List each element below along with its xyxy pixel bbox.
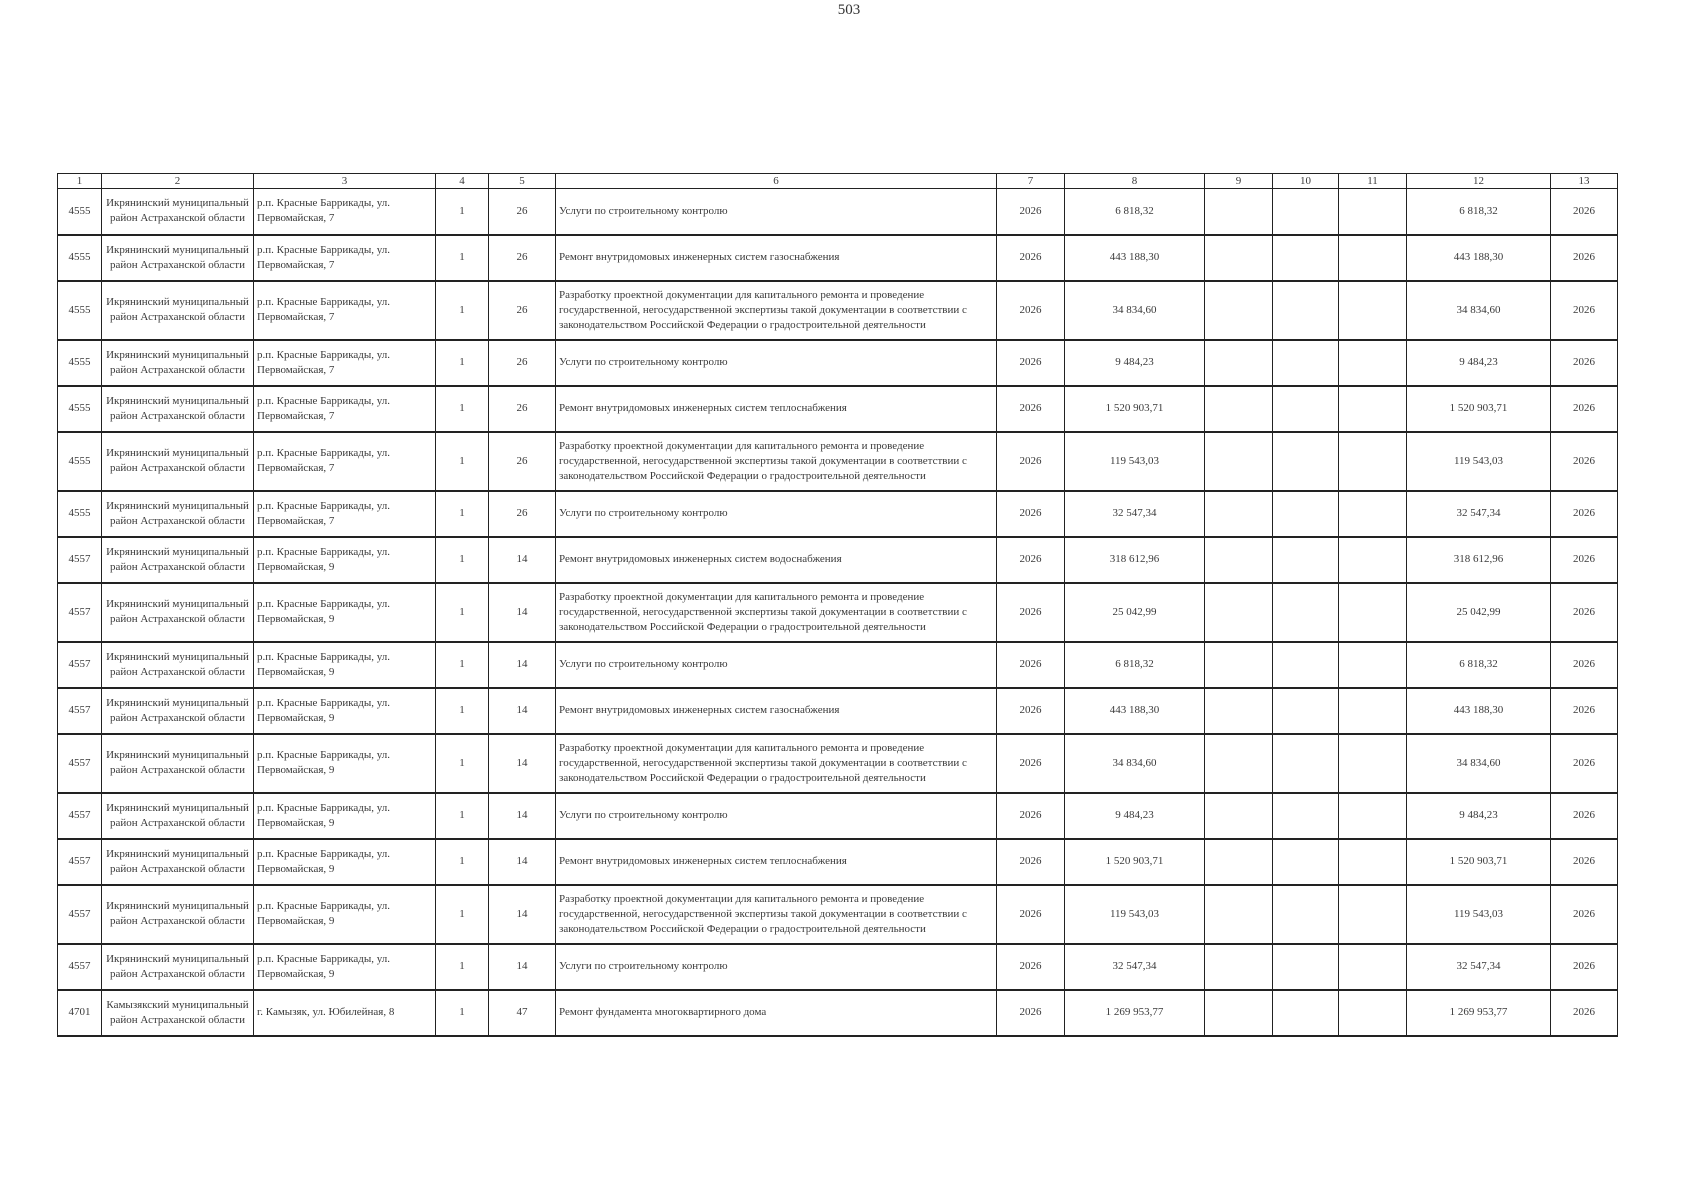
col5-cell: 26 — [489, 491, 556, 537]
row-number-cell: 4557 — [58, 537, 102, 583]
col11-cell — [1339, 189, 1407, 235]
row-number-cell: 4557 — [58, 734, 102, 793]
municipality-cell: Икрянинский муниципальный район Астраханской области — [102, 340, 254, 386]
total-cost-cell: 9 484,23 — [1065, 340, 1205, 386]
col5-cell: 26 — [489, 281, 556, 340]
funding-cell: 119 543,03 — [1407, 432, 1551, 491]
address-cell: р.п. Красные Баррикады, ул. Первомайская, 9 — [254, 885, 436, 944]
funding-cell: 32 547,34 — [1407, 944, 1551, 990]
address-cell: р.п. Красные Баррикады, ул. Первомайская, 9 — [254, 537, 436, 583]
work-type-cell: Ремонт фундамента многоквартирного дома — [556, 990, 997, 1036]
total-cost-cell: 34 834,60 — [1065, 734, 1205, 793]
year-cell: 2026 — [997, 688, 1065, 734]
col4-cell: 1 — [436, 432, 489, 491]
table-row — [58, 340, 1618, 386]
year-cell: 2026 — [997, 885, 1065, 944]
funding-cell: 318 612,96 — [1407, 537, 1551, 583]
table-row — [58, 189, 1618, 235]
municipality-cell: Икрянинский муниципальный район Астраханской области — [102, 189, 254, 235]
col10-cell — [1273, 793, 1339, 839]
column-header: 1 — [58, 174, 102, 189]
municipality-cell: Икрянинский муниципальный район Астраханской области — [102, 432, 254, 491]
column-header: 3 — [254, 174, 436, 189]
total-cost-cell: 6 818,32 — [1065, 189, 1205, 235]
total-cost-cell: 119 543,03 — [1065, 432, 1205, 491]
capital-repair-table — [57, 173, 1618, 1037]
municipality-cell: Икрянинский муниципальный район Астраханской области — [102, 793, 254, 839]
col4-cell: 1 — [436, 281, 489, 340]
row-number-cell: 4555 — [58, 189, 102, 235]
address-cell: р.п. Красные Баррикады, ул. Первомайская, 7 — [254, 281, 436, 340]
year-cell: 2026 — [997, 235, 1065, 281]
col4-cell: 1 — [436, 189, 489, 235]
col5-cell: 14 — [489, 537, 556, 583]
col11-cell — [1339, 340, 1407, 386]
total-cost-cell: 32 547,34 — [1065, 944, 1205, 990]
municipality-cell: Икрянинский муниципальный район Астраханской области — [102, 235, 254, 281]
completion-year-cell: 2026 — [1551, 583, 1618, 642]
column-header: 5 — [489, 174, 556, 189]
row-number-cell: 4557 — [58, 944, 102, 990]
work-type-cell: Разработку проектной документации для капитального ремонта и проведение государственной, негосударственной экспертизы такой документации в соответствии с законодательством Российской Федерации о градостроительной деятельности — [556, 432, 997, 491]
col10-cell — [1273, 990, 1339, 1036]
completion-year-cell: 2026 — [1551, 281, 1618, 340]
completion-year-cell: 2026 — [1551, 885, 1618, 944]
work-type-cell: Услуги по строительному контролю — [556, 340, 997, 386]
completion-year-cell: 2026 — [1551, 491, 1618, 537]
col10-cell — [1273, 642, 1339, 688]
funding-cell: 1 269 953,77 — [1407, 990, 1551, 1036]
column-header: 11 — [1339, 174, 1407, 189]
col4-cell: 1 — [436, 885, 489, 944]
funding-cell: 1 520 903,71 — [1407, 386, 1551, 432]
table-row — [58, 944, 1618, 990]
row-number-cell: 4555 — [58, 432, 102, 491]
col9-cell — [1205, 944, 1273, 990]
col10-cell — [1273, 583, 1339, 642]
year-cell: 2026 — [997, 839, 1065, 885]
completion-year-cell: 2026 — [1551, 340, 1618, 386]
completion-year-cell: 2026 — [1551, 839, 1618, 885]
column-header: 7 — [997, 174, 1065, 189]
col11-cell — [1339, 885, 1407, 944]
row-number-cell: 4557 — [58, 583, 102, 642]
funding-cell: 119 543,03 — [1407, 885, 1551, 944]
total-cost-cell: 34 834,60 — [1065, 281, 1205, 340]
table-row — [58, 537, 1618, 583]
total-cost-cell: 6 818,32 — [1065, 642, 1205, 688]
work-type-cell: Ремонт внутридомовых инженерных систем теплоснабжения — [556, 839, 997, 885]
municipality-cell: Икрянинский муниципальный район Астраханской области — [102, 386, 254, 432]
col4-cell: 1 — [436, 990, 489, 1036]
work-type-cell: Разработку проектной документации для капитального ремонта и проведение государственной, негосударственной экспертизы такой документации в соответствии с законодательством Российской Федерации о градостроительной деятельности — [556, 281, 997, 340]
municipality-cell: Икрянинский муниципальный район Астраханской области — [102, 839, 254, 885]
funding-cell: 9 484,23 — [1407, 793, 1551, 839]
address-cell: р.п. Красные Баррикады, ул. Первомайская, 9 — [254, 793, 436, 839]
completion-year-cell: 2026 — [1551, 189, 1618, 235]
work-type-cell: Ремонт внутридомовых инженерных систем газоснабжения — [556, 688, 997, 734]
completion-year-cell: 2026 — [1551, 734, 1618, 793]
year-cell: 2026 — [997, 537, 1065, 583]
address-cell: р.п. Красные Баррикады, ул. Первомайская, 9 — [254, 688, 436, 734]
table-row — [58, 990, 1618, 1036]
completion-year-cell: 2026 — [1551, 642, 1618, 688]
funding-cell: 6 818,32 — [1407, 189, 1551, 235]
col4-cell: 1 — [436, 386, 489, 432]
total-cost-cell: 1 269 953,77 — [1065, 990, 1205, 1036]
total-cost-cell: 1 520 903,71 — [1065, 386, 1205, 432]
funding-cell: 1 520 903,71 — [1407, 839, 1551, 885]
municipality-cell: Икрянинский муниципальный район Астраханской области — [102, 944, 254, 990]
col11-cell — [1339, 944, 1407, 990]
col10-cell — [1273, 491, 1339, 537]
col10-cell — [1273, 734, 1339, 793]
column-header: 2 — [102, 174, 254, 189]
address-cell: р.п. Красные Баррикады, ул. Первомайская, 9 — [254, 583, 436, 642]
total-cost-cell: 318 612,96 — [1065, 537, 1205, 583]
row-number-cell: 4555 — [58, 386, 102, 432]
col11-cell — [1339, 642, 1407, 688]
column-header: 6 — [556, 174, 997, 189]
year-cell: 2026 — [997, 793, 1065, 839]
completion-year-cell: 2026 — [1551, 688, 1618, 734]
address-cell: р.п. Красные Баррикады, ул. Первомайская, 9 — [254, 944, 436, 990]
funding-cell: 443 188,30 — [1407, 688, 1551, 734]
municipality-cell: Икрянинский муниципальный район Астраханской области — [102, 885, 254, 944]
completion-year-cell: 2026 — [1551, 537, 1618, 583]
row-number-cell: 4557 — [58, 839, 102, 885]
work-type-cell: Услуги по строительному контролю — [556, 491, 997, 537]
funding-cell: 34 834,60 — [1407, 281, 1551, 340]
col9-cell — [1205, 583, 1273, 642]
col5-cell: 14 — [489, 839, 556, 885]
work-type-cell: Ремонт внутридомовых инженерных систем водоснабжения — [556, 537, 997, 583]
row-number-cell: 4701 — [58, 990, 102, 1036]
col9-cell — [1205, 793, 1273, 839]
table-row — [58, 642, 1618, 688]
col11-cell — [1339, 688, 1407, 734]
col5-cell: 26 — [489, 432, 556, 491]
column-number-row — [58, 174, 1618, 189]
address-cell: р.п. Красные Баррикады, ул. Первомайская, 7 — [254, 189, 436, 235]
col9-cell — [1205, 885, 1273, 944]
col10-cell — [1273, 537, 1339, 583]
col9-cell — [1205, 990, 1273, 1036]
col5-cell: 26 — [489, 340, 556, 386]
year-cell: 2026 — [997, 189, 1065, 235]
col5-cell: 14 — [489, 583, 556, 642]
total-cost-cell: 25 042,99 — [1065, 583, 1205, 642]
address-cell: р.п. Красные Баррикады, ул. Первомайская, 7 — [254, 491, 436, 537]
municipality-cell: Икрянинский муниципальный район Астраханской области — [102, 734, 254, 793]
col11-cell — [1339, 537, 1407, 583]
address-cell: р.п. Красные Баррикады, ул. Первомайская, 7 — [254, 432, 436, 491]
funding-cell: 443 188,30 — [1407, 235, 1551, 281]
col11-cell — [1339, 793, 1407, 839]
table-row — [58, 583, 1618, 642]
col9-cell — [1205, 688, 1273, 734]
col11-cell — [1339, 491, 1407, 537]
table-row — [58, 432, 1618, 491]
table-row — [58, 688, 1618, 734]
col11-cell — [1339, 281, 1407, 340]
total-cost-cell: 119 543,03 — [1065, 885, 1205, 944]
col5-cell: 14 — [489, 885, 556, 944]
column-header: 13 — [1551, 174, 1618, 189]
col9-cell — [1205, 734, 1273, 793]
municipality-cell: Камызякский муниципальный район Астраханской области — [102, 990, 254, 1036]
col9-cell — [1205, 491, 1273, 537]
col5-cell: 47 — [489, 990, 556, 1036]
work-type-cell: Разработку проектной документации для капитального ремонта и проведение государственной, негосударственной экспертизы такой документации в соответствии с законодательством Российской Федерации о градостроительной деятельности — [556, 734, 997, 793]
col4-cell: 1 — [436, 688, 489, 734]
total-cost-cell: 32 547,34 — [1065, 491, 1205, 537]
work-type-cell: Разработку проектной документации для капитального ремонта и проведение государственной, негосударственной экспертизы такой документации в соответствии с законодательством Российской Федерации о градостроительной деятельности — [556, 583, 997, 642]
col5-cell: 14 — [489, 944, 556, 990]
column-header: 8 — [1065, 174, 1205, 189]
address-cell: р.п. Красные Баррикады, ул. Первомайская, 7 — [254, 340, 436, 386]
completion-year-cell: 2026 — [1551, 990, 1618, 1036]
col10-cell — [1273, 432, 1339, 491]
col10-cell — [1273, 839, 1339, 885]
funding-cell: 6 818,32 — [1407, 642, 1551, 688]
municipality-cell: Икрянинский муниципальный район Астраханской области — [102, 642, 254, 688]
col5-cell: 14 — [489, 642, 556, 688]
col4-cell: 1 — [436, 793, 489, 839]
col4-cell: 1 — [436, 839, 489, 885]
year-cell: 2026 — [997, 642, 1065, 688]
col10-cell — [1273, 235, 1339, 281]
address-cell: р.п. Красные Баррикады, ул. Первомайская, 9 — [254, 642, 436, 688]
work-type-cell: Разработку проектной документации для капитального ремонта и проведение государственной, негосударственной экспертизы такой документации в соответствии с законодательством Российской Федерации о градостроительной деятельности — [556, 885, 997, 944]
col10-cell — [1273, 189, 1339, 235]
col11-cell — [1339, 432, 1407, 491]
col10-cell — [1273, 281, 1339, 340]
year-cell: 2026 — [997, 432, 1065, 491]
row-number-cell: 4557 — [58, 688, 102, 734]
col4-cell: 1 — [436, 642, 489, 688]
column-header: 4 — [436, 174, 489, 189]
col10-cell — [1273, 944, 1339, 990]
table-row — [58, 734, 1618, 793]
col11-cell — [1339, 235, 1407, 281]
col5-cell: 14 — [489, 688, 556, 734]
total-cost-cell: 1 520 903,71 — [1065, 839, 1205, 885]
col11-cell — [1339, 386, 1407, 432]
table-row — [58, 491, 1618, 537]
year-cell: 2026 — [997, 944, 1065, 990]
row-number-cell: 4555 — [58, 281, 102, 340]
col10-cell — [1273, 386, 1339, 432]
col10-cell — [1273, 885, 1339, 944]
row-number-cell: 4555 — [58, 235, 102, 281]
funding-cell: 34 834,60 — [1407, 734, 1551, 793]
col4-cell: 1 — [436, 944, 489, 990]
work-type-cell: Услуги по строительному контролю — [556, 189, 997, 235]
col9-cell — [1205, 340, 1273, 386]
col11-cell — [1339, 839, 1407, 885]
funding-cell: 32 547,34 — [1407, 491, 1551, 537]
row-number-cell: 4555 — [58, 340, 102, 386]
col9-cell — [1205, 537, 1273, 583]
municipality-cell: Икрянинский муниципальный район Астраханской области — [102, 583, 254, 642]
col5-cell: 26 — [489, 235, 556, 281]
page-number: 503 — [837, 2, 861, 18]
column-header: 9 — [1205, 174, 1273, 189]
funding-cell: 9 484,23 — [1407, 340, 1551, 386]
col4-cell: 1 — [436, 491, 489, 537]
column-header: 10 — [1273, 174, 1339, 189]
year-cell: 2026 — [997, 734, 1065, 793]
year-cell: 2026 — [997, 281, 1065, 340]
row-number-cell: 4557 — [58, 793, 102, 839]
col9-cell — [1205, 642, 1273, 688]
row-number-cell: 4557 — [58, 642, 102, 688]
year-cell: 2026 — [997, 990, 1065, 1036]
col9-cell — [1205, 432, 1273, 491]
col11-cell — [1339, 583, 1407, 642]
col4-cell: 1 — [436, 235, 489, 281]
year-cell: 2026 — [997, 583, 1065, 642]
completion-year-cell: 2026 — [1551, 793, 1618, 839]
col9-cell — [1205, 281, 1273, 340]
col9-cell — [1205, 189, 1273, 235]
address-cell: р.п. Красные Баррикады, ул. Первомайская, 9 — [254, 734, 436, 793]
address-cell: р.п. Красные Баррикады, ул. Первомайская, 7 — [254, 235, 436, 281]
total-cost-cell: 443 188,30 — [1065, 688, 1205, 734]
col4-cell: 1 — [436, 734, 489, 793]
col5-cell: 26 — [489, 189, 556, 235]
col9-cell — [1205, 839, 1273, 885]
col9-cell — [1205, 235, 1273, 281]
year-cell: 2026 — [997, 491, 1065, 537]
column-header: 12 — [1407, 174, 1551, 189]
municipality-cell: Икрянинский муниципальный район Астраханской области — [102, 491, 254, 537]
address-cell: р.п. Красные Баррикады, ул. Первомайская, 9 — [254, 839, 436, 885]
col5-cell: 26 — [489, 386, 556, 432]
table-body — [58, 189, 1618, 1036]
col11-cell — [1339, 734, 1407, 793]
table-row — [58, 281, 1618, 340]
completion-year-cell: 2026 — [1551, 235, 1618, 281]
completion-year-cell: 2026 — [1551, 432, 1618, 491]
total-cost-cell: 9 484,23 — [1065, 793, 1205, 839]
funding-cell: 25 042,99 — [1407, 583, 1551, 642]
row-number-cell: 4555 — [58, 491, 102, 537]
completion-year-cell: 2026 — [1551, 944, 1618, 990]
table-row — [58, 235, 1618, 281]
table-row — [58, 386, 1618, 432]
table-row — [58, 839, 1618, 885]
table-row — [58, 885, 1618, 944]
work-type-cell: Услуги по строительному контролю — [556, 793, 997, 839]
completion-year-cell: 2026 — [1551, 386, 1618, 432]
municipality-cell: Икрянинский муниципальный район Астраханской области — [102, 688, 254, 734]
col5-cell: 14 — [489, 734, 556, 793]
work-type-cell: Ремонт внутридомовых инженерных систем газоснабжения — [556, 235, 997, 281]
municipality-cell: Икрянинский муниципальный район Астраханской области — [102, 537, 254, 583]
col10-cell — [1273, 688, 1339, 734]
year-cell: 2026 — [997, 340, 1065, 386]
row-number-cell: 4557 — [58, 885, 102, 944]
municipality-cell: Икрянинский муниципальный район Астраханской области — [102, 281, 254, 340]
total-cost-cell: 443 188,30 — [1065, 235, 1205, 281]
year-cell: 2026 — [997, 386, 1065, 432]
work-type-cell: Ремонт внутридомовых инженерных систем теплоснабжения — [556, 386, 997, 432]
col9-cell — [1205, 386, 1273, 432]
col10-cell — [1273, 340, 1339, 386]
work-type-cell: Услуги по строительному контролю — [556, 642, 997, 688]
col11-cell — [1339, 990, 1407, 1036]
col4-cell: 1 — [436, 537, 489, 583]
col4-cell: 1 — [436, 583, 489, 642]
work-type-cell: Услуги по строительному контролю — [556, 944, 997, 990]
col5-cell: 14 — [489, 793, 556, 839]
col4-cell: 1 — [436, 340, 489, 386]
table-row — [58, 793, 1618, 839]
address-cell: р.п. Красные Баррикады, ул. Первомайская, 7 — [254, 386, 436, 432]
address-cell: г. Камызяк, ул. Юбилейная, 8 — [254, 990, 436, 1036]
